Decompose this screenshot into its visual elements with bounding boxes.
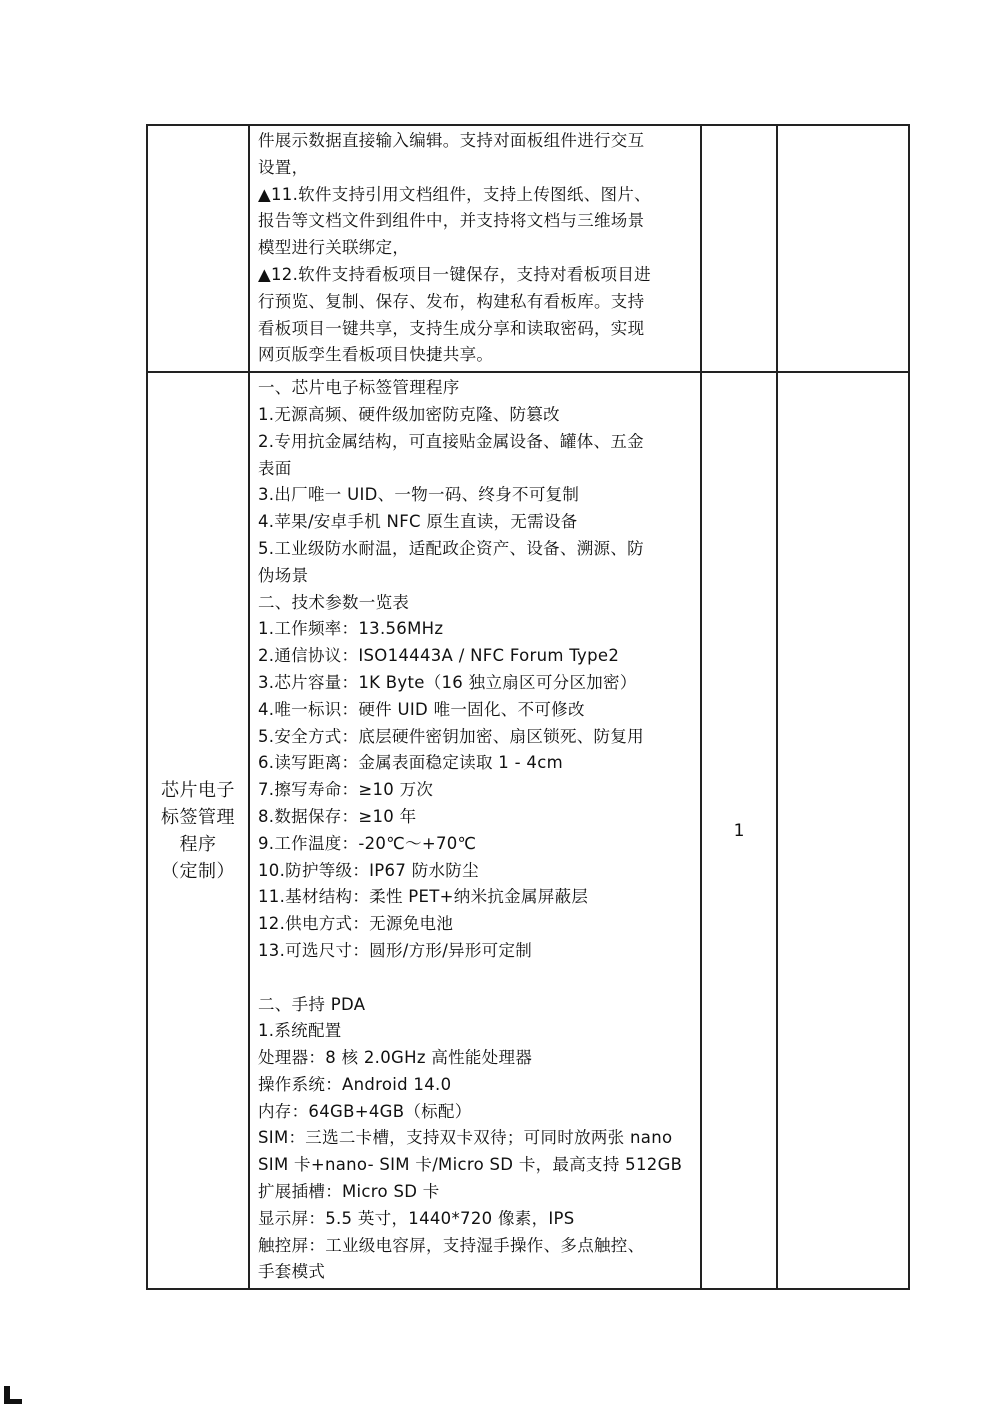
- spec-line: 手套模式: [258, 1262, 326, 1282]
- spec-line: 处理器：8 核 2.0GHz 高性能处理器: [258, 1048, 533, 1068]
- spec-line: 2.通信协议：ISO14443A / NFC Forum Type2: [258, 646, 620, 666]
- table-row: [147, 372, 909, 1289]
- quantity-value: 1: [733, 820, 745, 841]
- spec-line: 9.工作温度：-20℃～+70℃: [258, 833, 477, 853]
- spec-text: [250, 126, 700, 371]
- spec-line: 5.安全方式：底层硬件密钥加密、扇区锁死、防复用: [258, 726, 644, 746]
- spec-line: 3.芯片容量：1K Byte（16 独立扇区可分区加密）: [258, 672, 637, 692]
- quantity-cell: [701, 125, 777, 372]
- spec-line: 触控屏：工业级电容屏，支持湿手操作、多点触控、: [258, 1235, 645, 1255]
- spec-line: [258, 965, 694, 992]
- spec-line: 二、技术参数一览表: [258, 592, 410, 612]
- spec-line: 2.专用抗金属结构，可直接贴金属设备、罐体、五金: [258, 431, 644, 451]
- spec-line: 1.系统配置: [258, 1021, 342, 1041]
- spec-line: SIM：三选二卡槽，支持双卡双待；可同时放两张 nano: [258, 1128, 673, 1148]
- spec-line: ▲11.软件支持引用文档组件，支持上传图纸、图片、: [258, 184, 651, 204]
- remark-cell: [777, 372, 909, 1289]
- item-name-line: 芯片电子: [161, 779, 235, 801]
- spec-line: 1.工作频率：13.56MHz: [258, 619, 444, 639]
- spec-line: 二、手持 PDA: [258, 994, 366, 1014]
- spec-line: 4.唯一标识：硬件 UID 唯一固化、不可修改: [258, 699, 585, 719]
- spec-line: 行预览、复制、保存、发布，构建私有看板库。支持: [258, 291, 645, 311]
- spec-line: 件展示数据直接输入编辑。支持对面板组件进行交互: [258, 131, 645, 150]
- spec-line: 表面: [258, 458, 292, 478]
- table-row: [147, 125, 909, 372]
- item-name-cell: [147, 125, 249, 372]
- spec-line: 12.供电方式：无源免电池: [258, 914, 454, 934]
- spec-table: [146, 124, 910, 1290]
- spec-cell: [249, 125, 701, 372]
- remark-cell: [777, 125, 909, 372]
- spec-line: 内存：64GB+4GB（标配）: [258, 1101, 472, 1121]
- spec-cell: [249, 372, 701, 1289]
- item-name-line: 标签管理: [161, 806, 235, 828]
- spec-line: 6.读写距离：金属表面稳定读取 1 - 4cm: [258, 753, 563, 773]
- quantity-cell: [701, 372, 777, 1289]
- spec-line: 5.工业级防水耐温，适配政企资产、设备、溯源、防: [258, 538, 644, 558]
- spec-line: SIM 卡+nano- SIM 卡/Micro SD 卡，最高支持 512GB: [258, 1155, 683, 1175]
- item-name: [148, 777, 248, 885]
- item-name-cell: [147, 372, 249, 1289]
- spec-line: 4.苹果/安卓手机 NFC 原生直读，无需设备: [258, 512, 578, 532]
- item-name-line: 程序: [179, 833, 217, 855]
- spec-line: 模型进行关联绑定，: [258, 238, 410, 258]
- spec-line: 显示屏：5.5 英寸，1440*720 像素，IPS: [258, 1208, 575, 1228]
- spec-text: [250, 373, 700, 1288]
- spec-line: 10.防护等级：IP67 防水防尘: [258, 860, 479, 880]
- spec-line: 1.无源高频、硬件级加密防克隆、防篡改: [258, 404, 560, 424]
- spec-line: 8.数据保存：≥10 年: [258, 806, 417, 826]
- spec-line: 3.出厂唯一 UID、一物一码、终身不可复制: [258, 485, 580, 505]
- spec-line: 网页版孪生看板项目快捷共享。: [258, 345, 494, 365]
- spec-line: 报告等文档文件到组件中，并支持将文档与三维场景: [258, 211, 645, 231]
- spec-line: ▲12.软件支持看板项目一键保存，支持对看板项目进: [258, 264, 651, 284]
- spec-line: 伪场景: [258, 565, 309, 585]
- item-name-line: （定制）: [161, 860, 235, 882]
- page-edge-mark: [4, 1386, 10, 1404]
- spec-line: 一、芯片电子标签管理程序: [258, 378, 460, 398]
- spec-line: 7.擦写寿命：≥10 万次: [258, 780, 434, 800]
- spec-line: 11.基材结构：柔性 PET+纳米抗金属屏蔽层: [258, 887, 589, 907]
- spec-line: 扩展插槽：Micro SD 卡: [258, 1182, 440, 1202]
- spec-line: 设置，: [258, 157, 309, 177]
- spec-line: 操作系统：Android 14.0: [258, 1074, 452, 1094]
- spec-line: 看板项目一键共享，支持生成分享和读取密码，实现: [258, 318, 645, 338]
- spec-line: 13.可选尺寸：圆形/方形/异形可定制: [258, 940, 533, 960]
